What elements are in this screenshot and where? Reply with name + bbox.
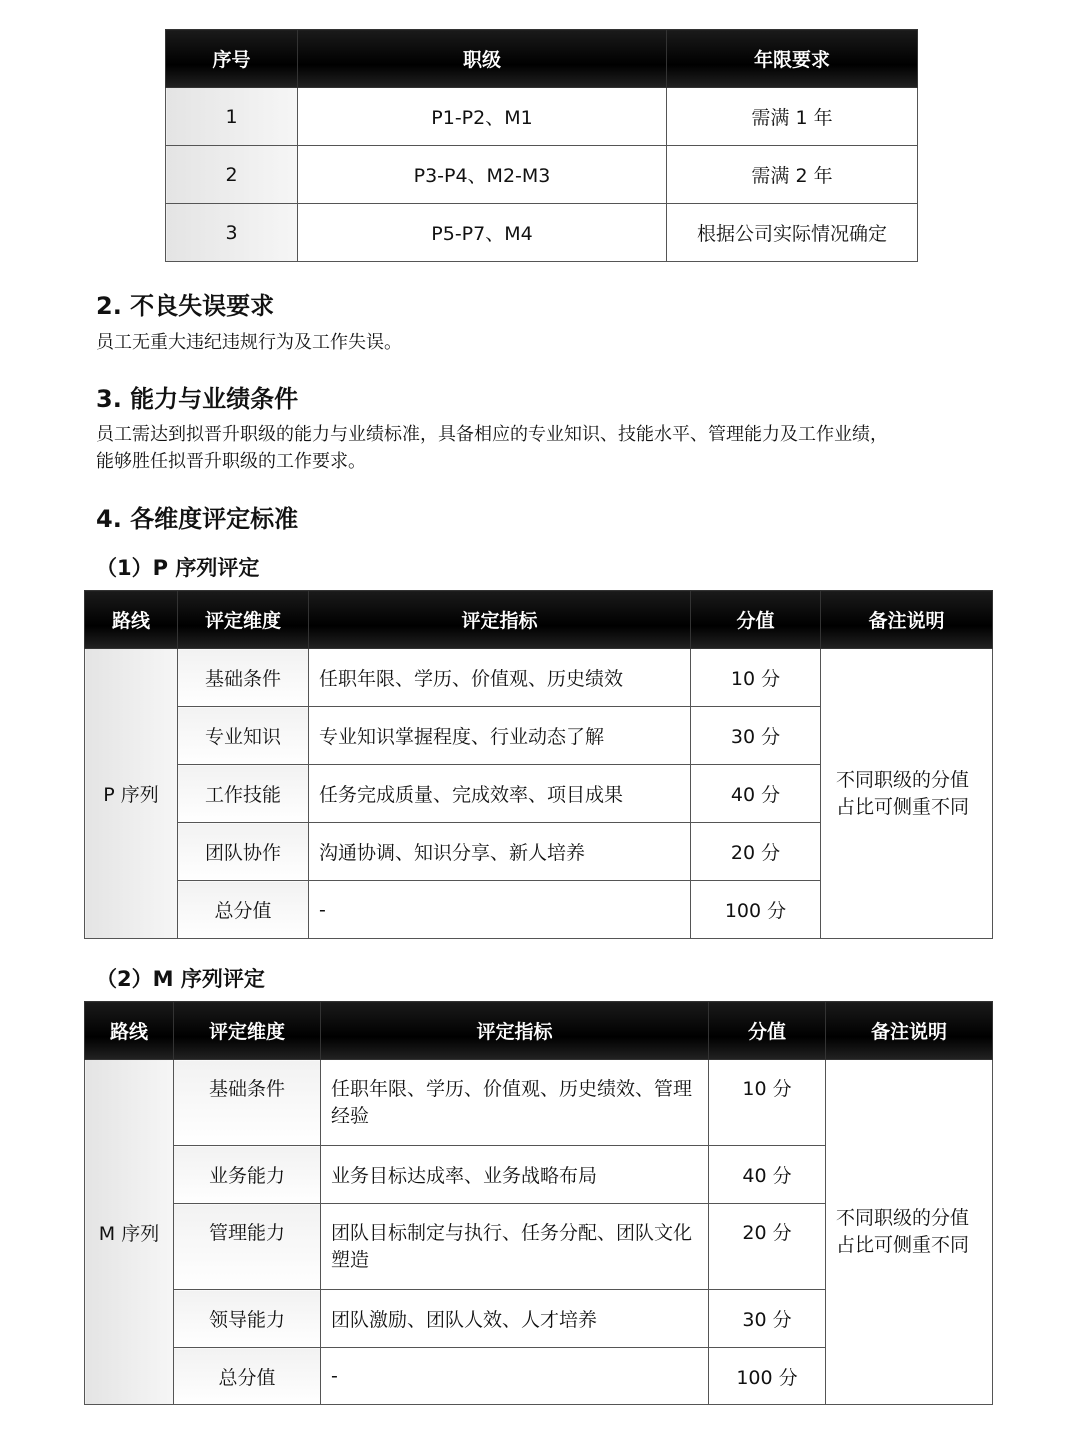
section-2-text: 员工无重大违纪违规行为及工作失误。 — [96, 332, 402, 353]
table-row — [85, 1060, 993, 1146]
cell: 100 分 — [709, 1348, 826, 1405]
m-series-table — [84, 1001, 993, 1405]
p-series-title: （1）P 序列评定 — [96, 556, 260, 580]
cell: 团队激励、团队人效、人才培养 — [321, 1290, 709, 1348]
header-dimension: 评定维度 — [174, 1002, 321, 1060]
header-dimension: 评定维度 — [178, 591, 309, 649]
table-row — [85, 649, 993, 707]
cell: P1-P2、M1 — [298, 88, 667, 146]
m-series-title: （2）M 序列评定 — [96, 967, 265, 991]
cell: P3-P4、M2-M3 — [298, 146, 667, 204]
cell: 1 — [166, 88, 298, 146]
cell: 基础条件 — [174, 1060, 321, 1146]
cell: 团队协作 — [178, 823, 309, 881]
header-score: 分值 — [691, 591, 821, 649]
cell: 100 分 — [691, 881, 821, 939]
note-cell: 不同职级的分值占比可侧重不同 — [826, 1060, 993, 1405]
header-indicator: 评定指标 — [309, 591, 691, 649]
cell: 总分值 — [178, 881, 309, 939]
cell: 沟通协调、知识分享、新人培养 — [309, 823, 691, 881]
cell: 需满 1 年 — [667, 88, 918, 146]
cell: P5-P7、M4 — [298, 204, 667, 262]
table-row — [166, 204, 918, 262]
header-indicator: 评定指标 — [321, 1002, 709, 1060]
cell: - — [309, 881, 691, 939]
header-score: 分值 — [709, 1002, 826, 1060]
section-2-title: 2. 不良失误要求 — [96, 292, 275, 320]
section-3-text-line2: 能够胜任拟晋升职级的工作要求。 — [96, 451, 366, 472]
p-series-table — [84, 590, 993, 939]
cell: 40 分 — [691, 765, 821, 823]
cell: 根据公司实际情况确定 — [667, 204, 918, 262]
cell: 专业知识掌握程度、行业动态了解 — [309, 707, 691, 765]
section-3-text-line1: 员工需达到拟晋升职级的能力与业绩标准，具备相应的专业知识、技能水平、管理能力及工作业绩， — [96, 424, 888, 445]
route-cell: M 序列 — [85, 1060, 174, 1405]
cell: - — [321, 1348, 709, 1405]
cell: 30 分 — [709, 1290, 826, 1348]
section-3-title: 3. 能力与业绩条件 — [96, 385, 299, 413]
header-route: 路线 — [85, 1002, 174, 1060]
cell: 任职年限、学历、价值观、历史绩效、管理经验 — [321, 1060, 709, 1146]
cell: 10 分 — [709, 1060, 826, 1146]
note-cell: 不同职级的分值占比可侧重不同 — [821, 649, 993, 939]
cell: 业务能力 — [174, 1146, 321, 1204]
cell: 20 分 — [709, 1204, 826, 1290]
header-level: 职级 — [298, 30, 667, 88]
cell: 管理能力 — [174, 1204, 321, 1290]
cell: 需满 2 年 — [667, 146, 918, 204]
table-row — [166, 146, 918, 204]
header-route: 路线 — [85, 591, 178, 649]
header-tenure: 年限要求 — [667, 30, 918, 88]
cell: 工作技能 — [178, 765, 309, 823]
cell: 10 分 — [691, 649, 821, 707]
cell: 领导能力 — [174, 1290, 321, 1348]
cell: 任务完成质量、完成效率、项目成果 — [309, 765, 691, 823]
cell: 2 — [166, 146, 298, 204]
cell: 40 分 — [709, 1146, 826, 1204]
cell: 30 分 — [691, 707, 821, 765]
cell: 3 — [166, 204, 298, 262]
route-cell: P 序列 — [85, 649, 178, 939]
cell: 专业知识 — [178, 707, 309, 765]
cell: 团队目标制定与执行、任务分配、团队文化塑造 — [321, 1204, 709, 1290]
section-4-title: 4. 各维度评定标准 — [96, 505, 299, 533]
cell: 20 分 — [691, 823, 821, 881]
cell: 业务目标达成率、业务战略布局 — [321, 1146, 709, 1204]
cell: 基础条件 — [178, 649, 309, 707]
tenure-table — [165, 29, 918, 262]
header-index: 序号 — [166, 30, 298, 88]
cell: 总分值 — [174, 1348, 321, 1405]
table-row — [166, 88, 918, 146]
cell: 任职年限、学历、价值观、历史绩效 — [309, 649, 691, 707]
header-note: 备注说明 — [826, 1002, 993, 1060]
header-note: 备注说明 — [821, 591, 993, 649]
